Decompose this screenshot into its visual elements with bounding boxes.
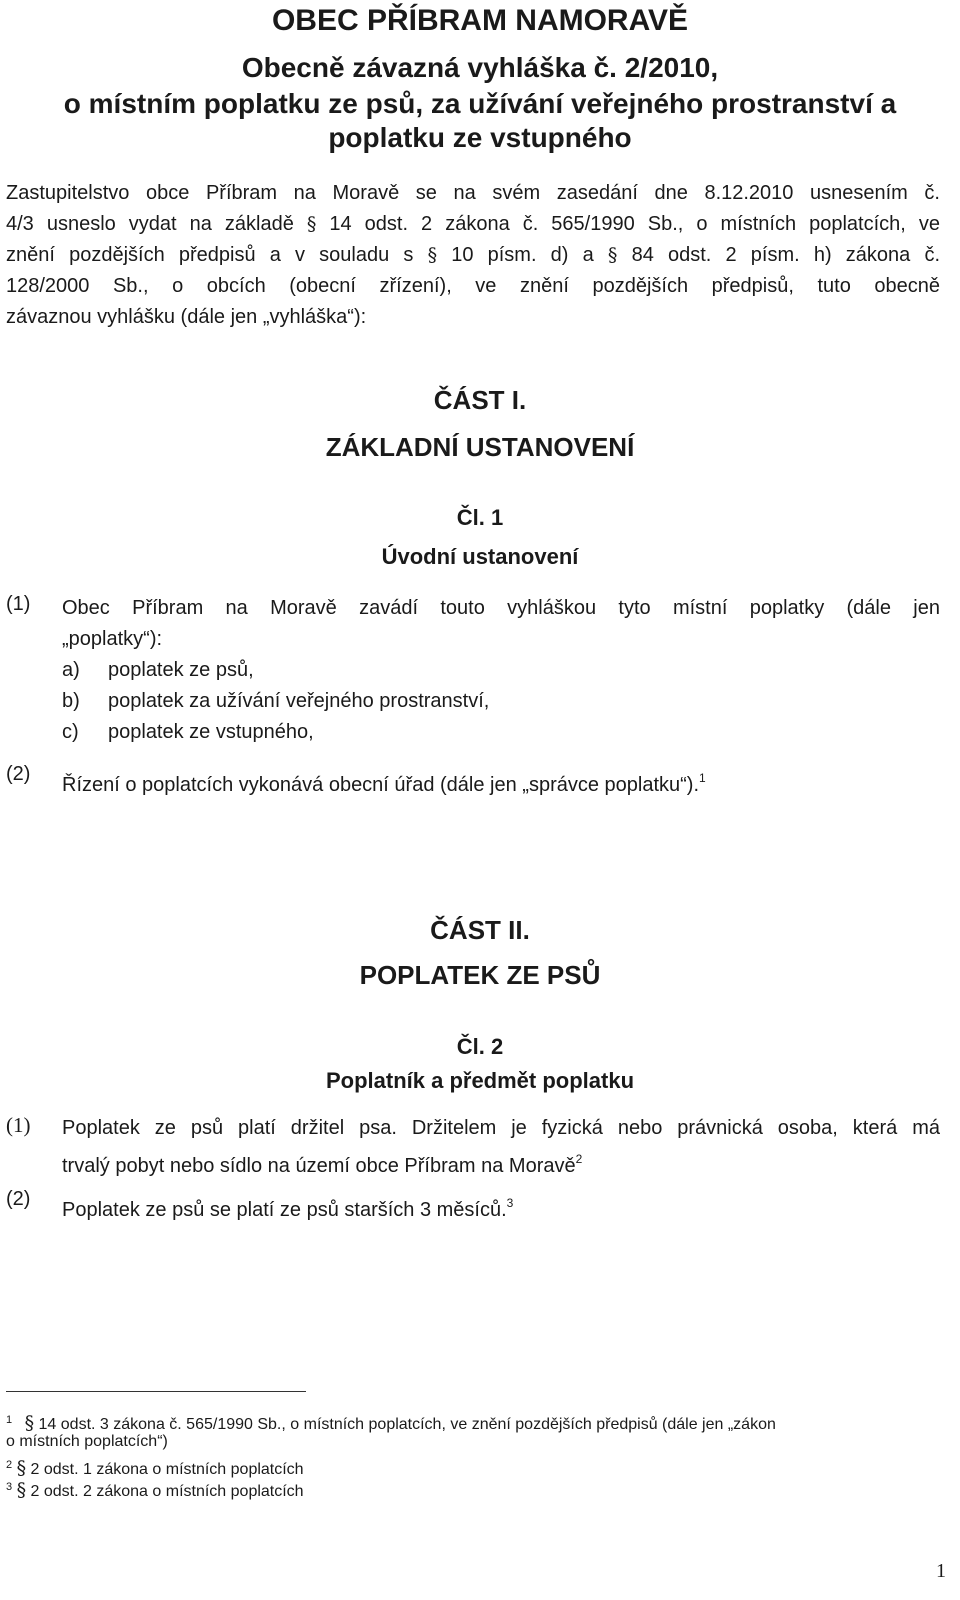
intro-line-3: znění pozdějších předpisů a v souladu s § 10 písm. d) a § 84 odst. 2 písm. h) zákona č.	[6, 244, 940, 266]
a2-p1-number: (1)	[6, 1113, 31, 1137]
article1-number: Čl. 1	[456, 505, 504, 530]
p1-text	[62, 593, 940, 655]
part2-subtitle: POPLATEK ZE PSŮ	[359, 960, 601, 990]
a2-p2-text: Poplatek ze psů se platí ze psů starších 3 měsíců.$^3$	[62, 1196, 514, 1221]
footnote-2: $^2$ § 2 odst. 1 zákona o místních poplatcích	[6, 1457, 304, 1479]
a2-p1-line-2: trvalý pobyt nebo sídlo na území obce Příbram na Moravě$^2$	[62, 1152, 583, 1177]
p1-line-2: „poplatky“):	[62, 628, 163, 650]
section-sign: §	[427, 244, 438, 266]
section-sign: §	[24, 1412, 35, 1434]
list-item: a) poplatek ze psů,	[62, 659, 254, 681]
p2-text: Řízení o poplatcích vykonává obecní úřad (dále jen „správce poplatku“).$^1$	[62, 771, 706, 796]
fee-list	[62, 655, 490, 748]
part1-subtitle: ZÁKLADNÍ USTANOVENÍ	[325, 432, 635, 462]
intro-line-4: 128/2000 Sb., o obcích (obecní zřízení), ve znění pozdějších předpisů, tuto obecně	[6, 275, 940, 297]
part1-title: ČÁST I.	[433, 385, 527, 415]
page-number: 1	[936, 1560, 946, 1582]
a2-p1-line-1: Poplatek ze psů platí držitel psa. Držitelem je fyzická nebo právnická osoba, která má	[62, 1117, 940, 1139]
section-sign: §	[16, 1457, 27, 1479]
footnote-ref[interactable]: 2	[575, 1152, 583, 1166]
footnote-1: $^1$ § 14 odst. 3 zákona č. 565/1990 Sb., o místních poplatcích, ve znění pozdějších předpisů (dále jen „zákon	[6, 1412, 776, 1434]
footnote-1-cont: o místních poplatcích“)	[6, 1433, 168, 1450]
article2-title: Poplatník a předmět poplatku	[325, 1068, 635, 1093]
footnote-3: $^3$ § 2 odst. 2 zákona o místních poplatcích	[6, 1479, 304, 1501]
section-sign: §	[16, 1479, 27, 1501]
decree-title-line2: o místním poplatku ze psů, za užívání veřejného prostranství a	[63, 88, 897, 119]
article2-number: Čl. 2	[456, 1034, 504, 1059]
footnote-ref[interactable]: 3	[506, 1196, 514, 1210]
intro-line-1: Zastupitelstvo obce Příbram na Moravě se na svém zasedání dne 8.12.2010 usnesením č.	[6, 182, 940, 204]
intro-line-5: závaznou vyhlášku (dále jen „vyhláška“):	[6, 306, 367, 328]
section-sign: §	[607, 244, 618, 266]
list-item: b) poplatek za užívání veřejného prostranství,	[62, 690, 490, 712]
a2-p2-number: (2)	[6, 1188, 31, 1210]
decree-title-line1: Obecně závazná vyhláška č. 2/2010,	[241, 52, 719, 83]
list-item: c) poplatek ze vstupného,	[62, 721, 314, 743]
p1-line-1: Obec Příbram na Moravě zavádí touto vyhláškou tyto místní poplatky (dále jen	[62, 597, 940, 619]
p2-number: (2)	[6, 763, 31, 785]
intro-paragraph	[6, 178, 940, 333]
p1-number: (1)	[6, 593, 31, 615]
section-sign: §	[306, 213, 317, 235]
intro-line-2: 4/3 usneslo vydat na základě § 14 odst. 2 zákona č. 565/1990 Sb., o místních poplatcích, ve	[6, 213, 940, 235]
decree-title-line3: poplatku ze vstupného	[328, 122, 632, 153]
municipality-title: OBEC PŘÍBRAM NAMORAVĚ	[271, 4, 689, 37]
article1-title: Úvodní ustanovení	[381, 544, 579, 569]
footnote-separator	[6, 1391, 306, 1392]
part2-title: ČÁST II.	[430, 915, 530, 945]
a2-p1-text	[62, 1113, 940, 1182]
footnote-ref[interactable]: 1	[699, 771, 706, 785]
